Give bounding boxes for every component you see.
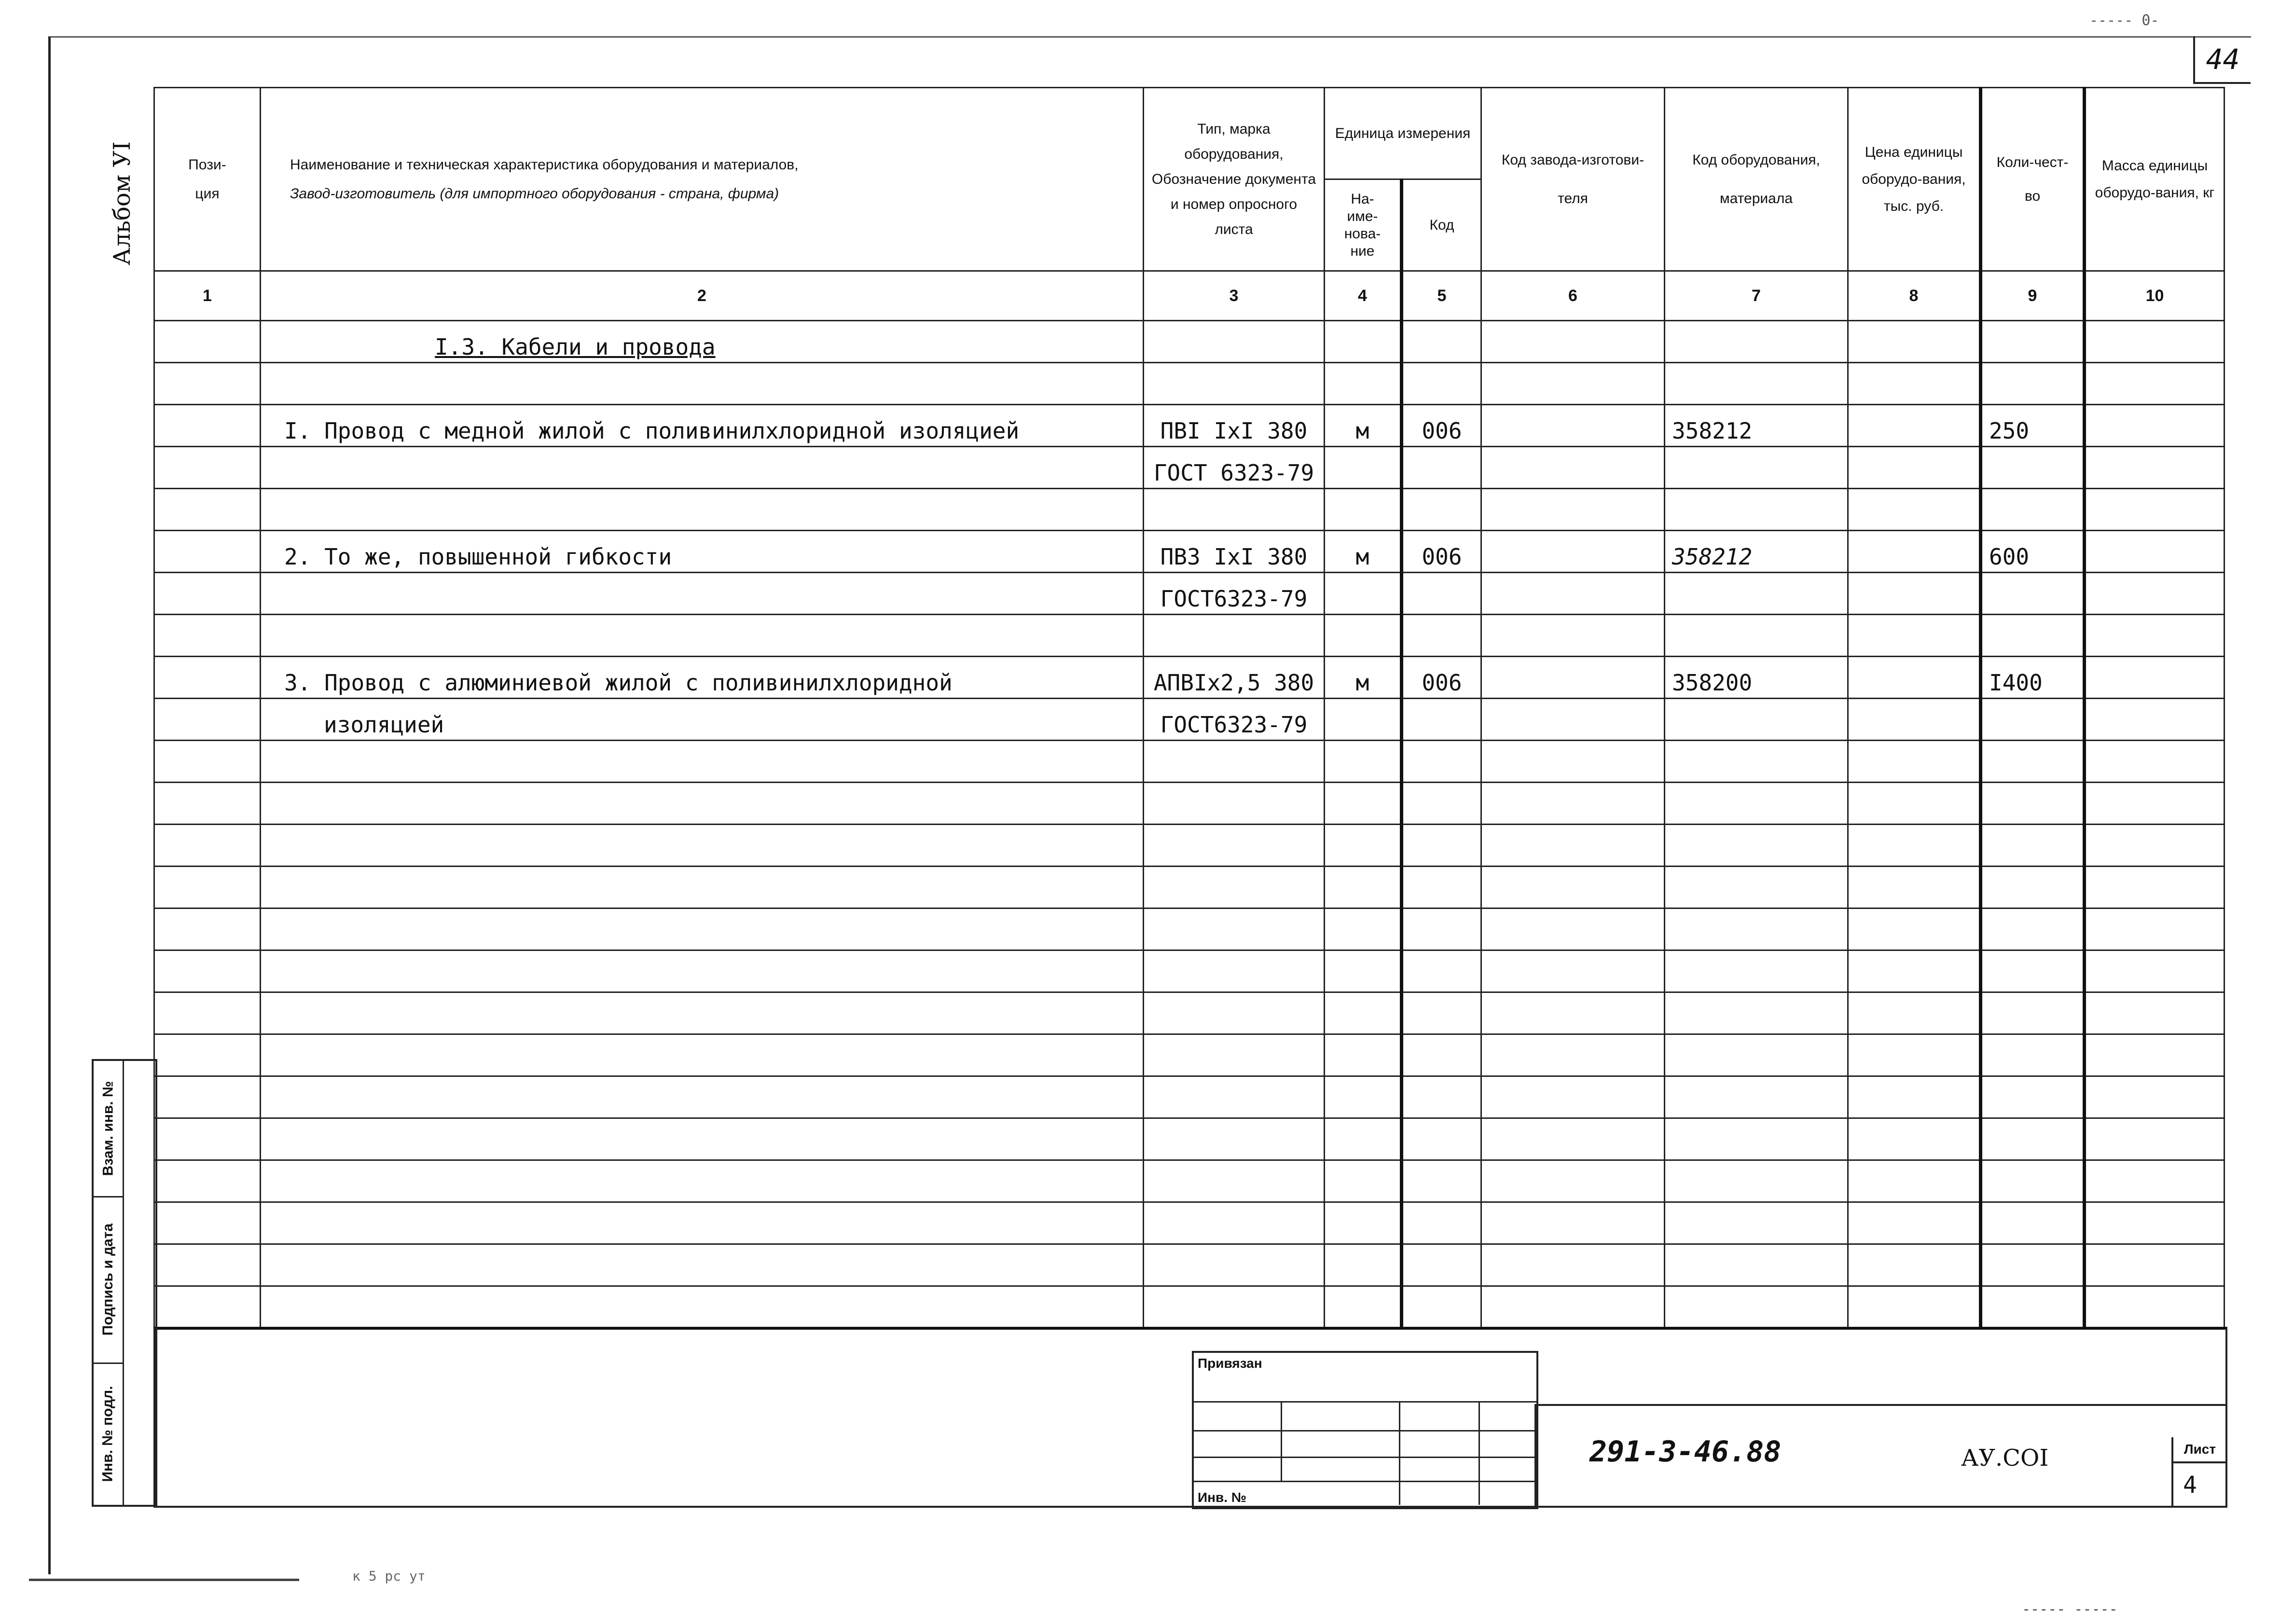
table-row: [154, 783, 2225, 825]
table-row: [154, 1286, 2225, 1328]
item-1-doc: ГОСТ 6323-79: [1144, 447, 1325, 489]
header-unit-group: Единица измерения: [1325, 88, 1481, 179]
item-1-material-code: 358212: [1665, 405, 1848, 447]
item-1-qty: 250: [1981, 405, 2085, 447]
table-row: [154, 363, 2225, 405]
header-quantity: Коли-чест-во: [1981, 88, 2085, 271]
table-row: [154, 1202, 2225, 1244]
table-row: [154, 867, 2225, 908]
table-row: [154, 447, 2225, 489]
item-3-unit-code: 006: [1402, 657, 1481, 699]
table-row: [154, 908, 2225, 950]
table-row: [154, 615, 2225, 657]
item-3-name: 3. Провод с алюминиевой жилой с поливинилхлоридной: [261, 657, 1144, 699]
header-manufacturer-code: Код завода-изготови-теля: [1481, 88, 1665, 271]
header-name-line1: Наименование и техническая характеристика оборудования и материалов,: [290, 156, 799, 173]
item-3-qty: I400: [1981, 657, 2085, 699]
item-3-name-cont: изоляцией: [261, 699, 1144, 741]
item-3-doc: ГОСТ6323-79: [1144, 699, 1325, 741]
colnum-3: 3: [1144, 271, 1325, 321]
sheet-label: Лист: [2173, 1437, 2226, 1463]
table-row: [154, 405, 2225, 447]
colnum-2: 2: [261, 271, 1144, 321]
inv-label: Инв. №: [1198, 1490, 1247, 1505]
item-3-type: АПВIx2,5 380: [1144, 657, 1325, 699]
specification-table: [153, 87, 2225, 1329]
colnum-10: 10: [2085, 271, 2225, 321]
album-label: Альбом УI: [109, 141, 136, 265]
header-name-line2: Завод-изготовитель (для импортного оборудования - страна, фирма): [290, 185, 779, 202]
item-1-unit-code: 006: [1402, 405, 1481, 447]
corner-bottom-note: ----- -----: [2022, 1601, 2118, 1618]
table-row: [154, 992, 2225, 1034]
item-1-unit: м: [1325, 405, 1402, 447]
header-position: Пози- ция: [154, 88, 261, 271]
table-row: [154, 321, 2225, 363]
bottom-rule: [29, 1579, 299, 1581]
colnum-4: 4: [1325, 271, 1402, 321]
table-row: [154, 741, 2225, 783]
table-row: [154, 950, 2225, 992]
sheet-cell: [2171, 1437, 2226, 1507]
table-row: [154, 1076, 2225, 1118]
item-1-type: ПВI IxI 380: [1144, 405, 1325, 447]
colnum-6: 6: [1481, 271, 1665, 321]
table-row: [154, 1034, 2225, 1076]
item-2-unit-code: 006: [1402, 531, 1481, 573]
bottom-scribble: к 5 рс ут: [352, 1568, 426, 1584]
colnum-7: 7: [1665, 271, 1848, 321]
item-2-name: 2. То же, повышенной гибкости: [261, 531, 1144, 573]
item-3-unit: м: [1325, 657, 1402, 699]
doc-code: 291-3-46.88: [1589, 1435, 1782, 1469]
header-unit-name: На- име- нова- ние: [1325, 179, 1402, 271]
side-stamp-signature-date: Подпись и дата: [100, 1223, 116, 1335]
item-2-qty: 600: [1981, 531, 2085, 573]
table-row: [154, 1244, 2225, 1286]
table-row: [154, 1160, 2225, 1202]
header-type: Тип, марка оборудования, Обозначение документа и номер опросного листа: [1144, 88, 1325, 271]
corner-top-note: ----- 0-: [2089, 12, 2159, 29]
table-row: [154, 489, 2225, 531]
header-material-code: Код оборудования, материала: [1665, 88, 1848, 271]
header-unit-code: Код: [1402, 179, 1481, 271]
table-row: [154, 699, 2225, 741]
item-2-unit: м: [1325, 531, 1402, 573]
item-1-name: I. Провод с медной жилой с поливинилхлоридной изоляцией: [261, 405, 1144, 447]
header-name: [261, 88, 1144, 271]
header-mass: Масса единицы оборудо-вания, кг: [2085, 88, 2225, 271]
doc-mark: АУ.СОI: [1961, 1445, 2049, 1472]
colnum-9: 9: [1981, 271, 2085, 321]
bound-label: Привязан: [1198, 1356, 1262, 1371]
item-3-material-code: 358200: [1665, 657, 1848, 699]
colnum-5: 5: [1402, 271, 1481, 321]
colnum-8: 8: [1848, 271, 1981, 321]
table-row: [154, 531, 2225, 573]
item-2-doc: ГОСТ6323-79: [1144, 573, 1325, 615]
sheet-number: 4: [2183, 1472, 2197, 1499]
side-stamp-inv-original: Инв. № подл.: [100, 1385, 116, 1482]
table-row: [154, 825, 2225, 867]
item-2-material-code: 358212: [1665, 531, 1848, 573]
table-row: [154, 1118, 2225, 1160]
table-row: [154, 657, 2225, 699]
sheet-number-top: 44: [2193, 36, 2251, 84]
header-price: Цена единицы оборудо-вания, тыс. руб.: [1848, 88, 1981, 271]
table-row: [154, 573, 2225, 615]
doc-number-block: [1534, 1404, 2226, 1507]
section-title: I.3. Кабели и провода: [435, 334, 716, 360]
side-stamp: [92, 1059, 157, 1507]
side-stamp-replaced-inv: Взам. инв. №: [100, 1081, 116, 1176]
colnum-1: 1: [154, 271, 261, 321]
item-2-type: ПВ3 IxI 380: [1144, 531, 1325, 573]
binding-stamp: [1192, 1351, 1538, 1509]
